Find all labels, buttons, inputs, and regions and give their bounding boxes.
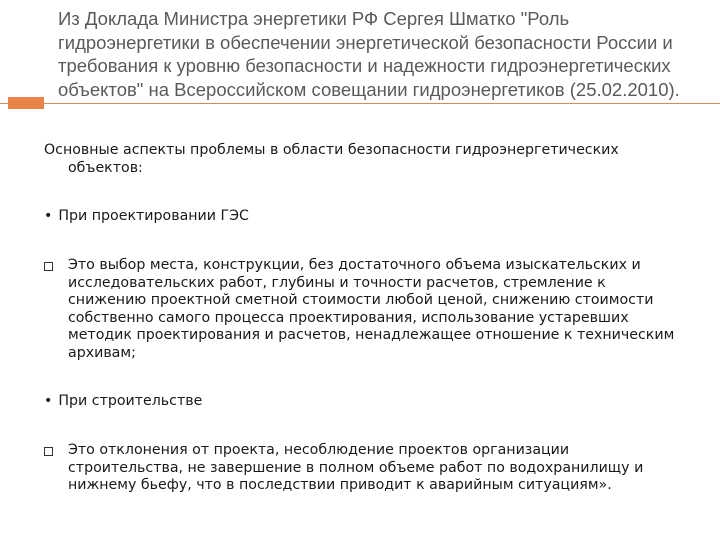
- intro-paragraph: [44, 142, 684, 177]
- accent-divider: [0, 103, 720, 104]
- intro-line-2: объектов:: [68, 159, 143, 176]
- section-heading-label: При проектировании ГЭС: [58, 208, 249, 224]
- section-heading-label: При строительстве: [58, 393, 203, 409]
- intro-line-1: Основные аспекты проблемы в области безопасности гидроэнергетических: [44, 142, 619, 158]
- slide-title: Из Доклада Министра энергетики РФ Сергея Шматко "Роль гидроэнергетики в обеспечении энергетической безопасности России и требования к уровню безопасности и надежности гидроэнергетических объектов" на Всероссийском совещании гидроэнергетиков (25.02.2010).: [58, 8, 680, 100]
- list-item-design: [44, 257, 684, 362]
- checkbox-square-icon: [44, 262, 53, 271]
- section-heading-design: [44, 208, 249, 226]
- checkbox-square-icon: [44, 447, 53, 456]
- accent-block: [8, 97, 44, 109]
- bullet-icon: •: [44, 393, 53, 409]
- list-item-text: Это отклонения от проекта, несоблюдение проектов организации строительства, не завершение в полном объеме работ по водохранилищу и нижнему бьефу, что в последствии приводит к аварийным ситуациям».: [68, 442, 644, 493]
- list-item-construction: [44, 442, 684, 495]
- list-item-text: Это выбор места, конструкции, без достаточного объема изыскательских и исследовательских работ, глубины и точности расчетов, стремление к снижению проектной сметной стоимости любой ценой, снижению стоимости собственно самого процесса проектирования, использование устаревших методик проектирования и расчетов, ненадлежащее отношение к техническим архивам;: [68, 257, 675, 361]
- section-heading-construction: [44, 393, 202, 411]
- bullet-icon: •: [44, 208, 53, 224]
